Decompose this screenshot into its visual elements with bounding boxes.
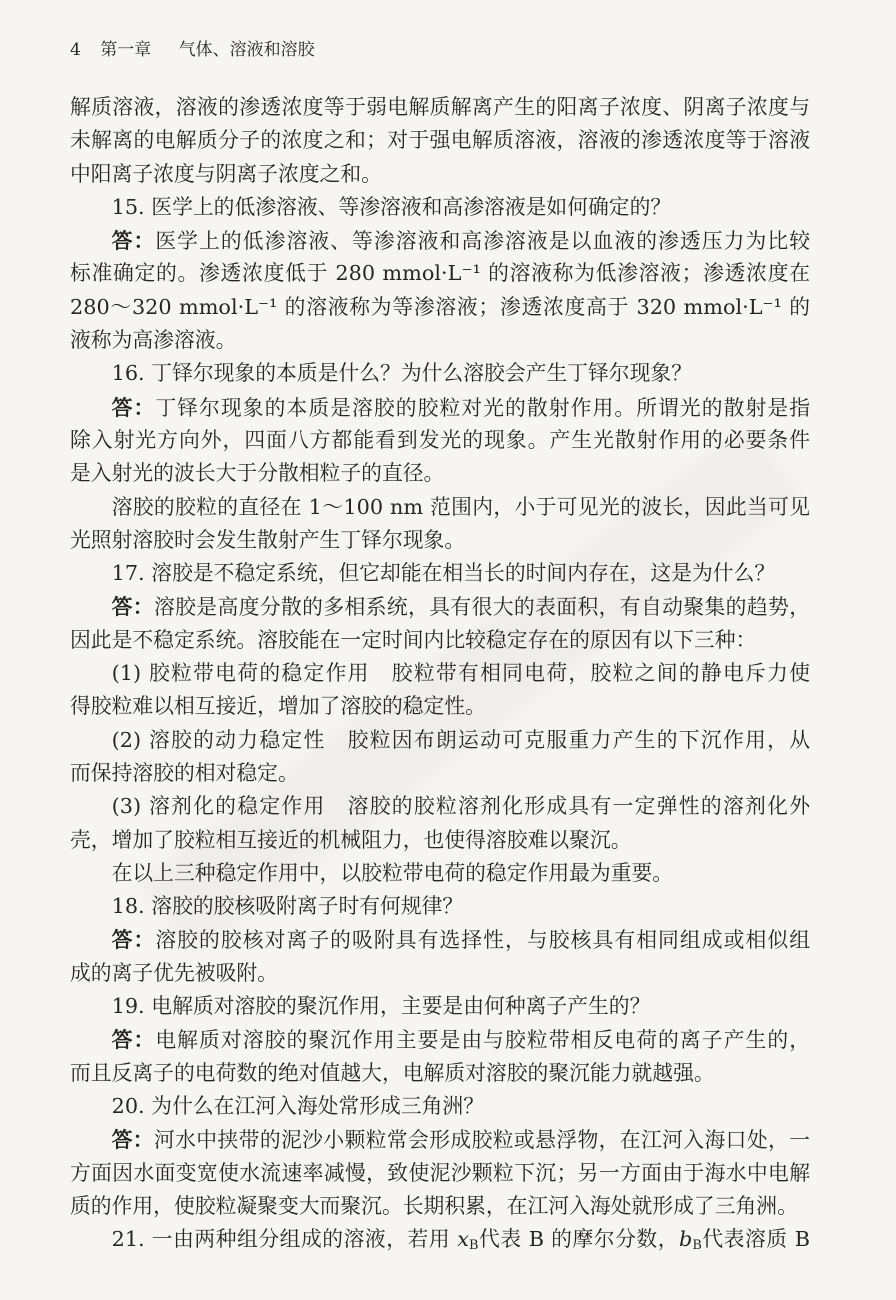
subscript: B — [692, 1238, 702, 1254]
answer-paragraph — [70, 1023, 810, 1090]
text-line — [70, 1023, 810, 1056]
text-run: (1) 胶粒带电荷的稳定作用 胶粒带有相同电荷，胶粒之间的静电斥力使 — [111, 661, 810, 686]
text-line — [70, 257, 810, 290]
text-line — [70, 690, 810, 723]
answer-label: 答： — [111, 394, 156, 420]
text-line — [70, 657, 810, 690]
text-run: 而且反离子的电荷数的绝对值越大，电解质对溶胶的聚沉能力就越强。 — [70, 1060, 715, 1085]
text-line — [70, 957, 810, 990]
text-run: 代表溶质 B — [701, 1227, 810, 1252]
text-line — [70, 524, 810, 557]
text-run: 液称为高渗溶液。 — [70, 328, 237, 353]
paragraph — [70, 857, 810, 890]
text-run: 17. 溶胶是不稳定系统，但它却能在相当长的时间内存在，这是为什么？ — [111, 561, 776, 586]
text-run: 得胶粒难以相互接近，增加了溶胶的稳定性。 — [70, 694, 486, 719]
answer-paragraph — [70, 1123, 810, 1223]
text-run: 未解离的电解质分子的浓度之和；对于强电解质溶液，溶液的渗透浓度等于溶液 — [70, 128, 810, 153]
text-line — [70, 590, 810, 623]
question-paragraph — [70, 1090, 810, 1123]
answer-label: 答： — [111, 1127, 154, 1153]
text-line — [70, 357, 810, 390]
subscript: B — [469, 1238, 479, 1254]
text-run: 18. 溶胶的胶核吸附离子时有何规律？ — [111, 894, 464, 919]
text-run: 标准确定的。渗透浓度低于 280 mmol·L⁻¹ 的溶液称为低渗溶液；渗透浓度在 — [70, 261, 810, 286]
text-line — [70, 1190, 810, 1223]
text-line — [70, 324, 810, 357]
text-line — [70, 890, 810, 923]
text-line — [70, 191, 810, 224]
answer-paragraph — [70, 391, 810, 491]
text-line — [70, 391, 810, 424]
text-run: (2) 溶胶的动力稳定性 胶粒因布朗运动可克服重力产生的下沉作用，从 — [111, 727, 810, 752]
text-run: 解质溶液，溶液的渗透浓度等于弱电解质解离产生的阳离子浓度、阴离子浓度与 — [70, 95, 810, 119]
text-run: 医学上的低渗溶液、等渗溶液和高渗溶液是以血液的渗透压力为比较 — [155, 229, 810, 254]
text-line — [70, 857, 810, 890]
text-run: 溶胶是高度分散的多相系统，具有很大的表面积，有自动聚集的趋势， — [153, 595, 810, 620]
paragraph — [70, 657, 810, 724]
text-run: 因此是不稳定系统。溶胶能在一定时间内比较稳定存在的原因有以下三种： — [70, 627, 757, 652]
text-line — [70, 624, 810, 657]
text-line — [70, 557, 810, 590]
text-line — [70, 457, 810, 490]
text-line — [70, 757, 810, 790]
math-variable: x — [457, 1227, 470, 1252]
math-variable: b — [679, 1227, 693, 1252]
body-text — [70, 91, 810, 1256]
question-paragraph — [70, 990, 810, 1023]
text-line — [70, 790, 810, 823]
text-run: 在以上三种稳定作用中，以胶粒带电荷的稳定作用最为重要。 — [111, 860, 674, 885]
page-number: 4 — [70, 40, 81, 60]
chapter-title: 气体、溶液和溶胶 — [178, 40, 315, 60]
paragraph — [70, 724, 810, 791]
text-line — [70, 1057, 810, 1090]
text-line — [70, 491, 810, 524]
answer-paragraph — [70, 590, 810, 657]
text-line — [70, 158, 810, 191]
text-line — [70, 923, 810, 956]
question-paragraph — [70, 557, 810, 590]
text-run: 壳，增加了胶粒相互接近的机械阻力，也使得溶胶难以聚沉。 — [70, 827, 632, 852]
answer-label: 答： — [111, 1027, 156, 1053]
text-run: 除入射光方向外，四面八方都能看到发光的现象。产生光散射作用的必要条件 — [70, 427, 810, 452]
text-line — [70, 291, 810, 324]
answer-label: 答： — [111, 594, 154, 620]
text-line — [70, 1090, 810, 1123]
chapter-label: 第一章 — [100, 40, 152, 60]
text-run: 15. 医学上的低渗溶液、等渗溶液和高渗溶液是如何确定的？ — [111, 194, 672, 219]
question-paragraph — [70, 191, 810, 224]
text-run: 河水中挟带的泥沙小颗粒常会形成胶粒或悬浮物，在江河入海口处，一 — [153, 1128, 810, 1153]
answer-label: 答： — [111, 927, 156, 953]
text-line — [70, 724, 810, 757]
text-run: 中阳离子浓度与阴离子浓度之和。 — [70, 161, 382, 186]
answer-paragraph — [70, 923, 810, 990]
text-run: 成的离子优先被吸附。 — [70, 960, 278, 985]
text-run: 代表 B 的摩尔分数， — [478, 1227, 680, 1252]
text-line — [70, 1223, 810, 1256]
text-run: 是入射光的波长大于分散相粒子的直径。 — [70, 461, 445, 486]
answer-label: 答： — [111, 228, 156, 254]
question-paragraph — [70, 890, 810, 923]
text-run: 溶胶的胶核对离子的吸附具有选择性，与胶核具有相同组成或相似组 — [155, 928, 810, 953]
question-paragraph — [70, 357, 810, 390]
text-run: 光照射溶胶时会发生散射产生丁铎尔现象。 — [70, 527, 466, 552]
question-paragraph — [70, 1223, 810, 1256]
text-line — [70, 124, 810, 157]
text-run: 溶胶的胶粒的直径在 1～100 nm 范围内，小于可见光的波长，因此当可见 — [111, 494, 810, 519]
text-run: (3) 溶剂化的稳定作用 溶胶的胶粒溶剂化形成具有一定弹性的溶剂化外 — [111, 794, 810, 819]
text-line — [70, 990, 810, 1023]
text-line — [70, 91, 810, 124]
text-run: 16. 丁铎尔现象的本质是什么？为什么溶胶会产生丁铎尔现象？ — [111, 361, 692, 386]
paragraph — [70, 790, 810, 857]
text-line — [70, 424, 810, 457]
paragraph — [70, 91, 810, 191]
text-line — [70, 824, 810, 857]
text-run: 质的作用，使胶粒凝聚变大而聚沉。长期积累，在江河入海处就形成了三角洲。 — [70, 1193, 798, 1218]
text-run: 20. 为什么在江河入海处常形成三角洲？ — [111, 1093, 485, 1118]
running-header — [70, 38, 315, 62]
text-run: 丁铎尔现象的本质是溶胶的胶粒对光的散射作用。所谓光的散射是指 — [155, 395, 810, 420]
text-line — [70, 1123, 810, 1156]
text-line — [70, 1157, 810, 1190]
answer-paragraph — [70, 224, 810, 357]
text-run: 21. 一由两种组分组成的溶液，若用 — [111, 1227, 458, 1252]
text-line — [70, 224, 810, 257]
text-run: 280～320 mmol·L⁻¹ 的溶液称为等渗溶液；渗透浓度高于 320 mmol·L⁻¹ 的 — [70, 294, 810, 319]
text-run: 19. 电解质对溶胶的聚沉作用，主要是由何种离子产生的？ — [111, 994, 651, 1019]
paragraph — [70, 491, 810, 558]
text-run: 方面因水面变宽使水流速率减慢，致使泥沙颗粒下沉；另一方面由于海水中电解 — [70, 1160, 810, 1185]
text-run: 而保持溶胶的相对稳定。 — [70, 760, 299, 785]
text-run: 电解质对溶胶的聚沉作用主要是由与胶粒带相反电荷的离子产生的， — [155, 1028, 810, 1053]
